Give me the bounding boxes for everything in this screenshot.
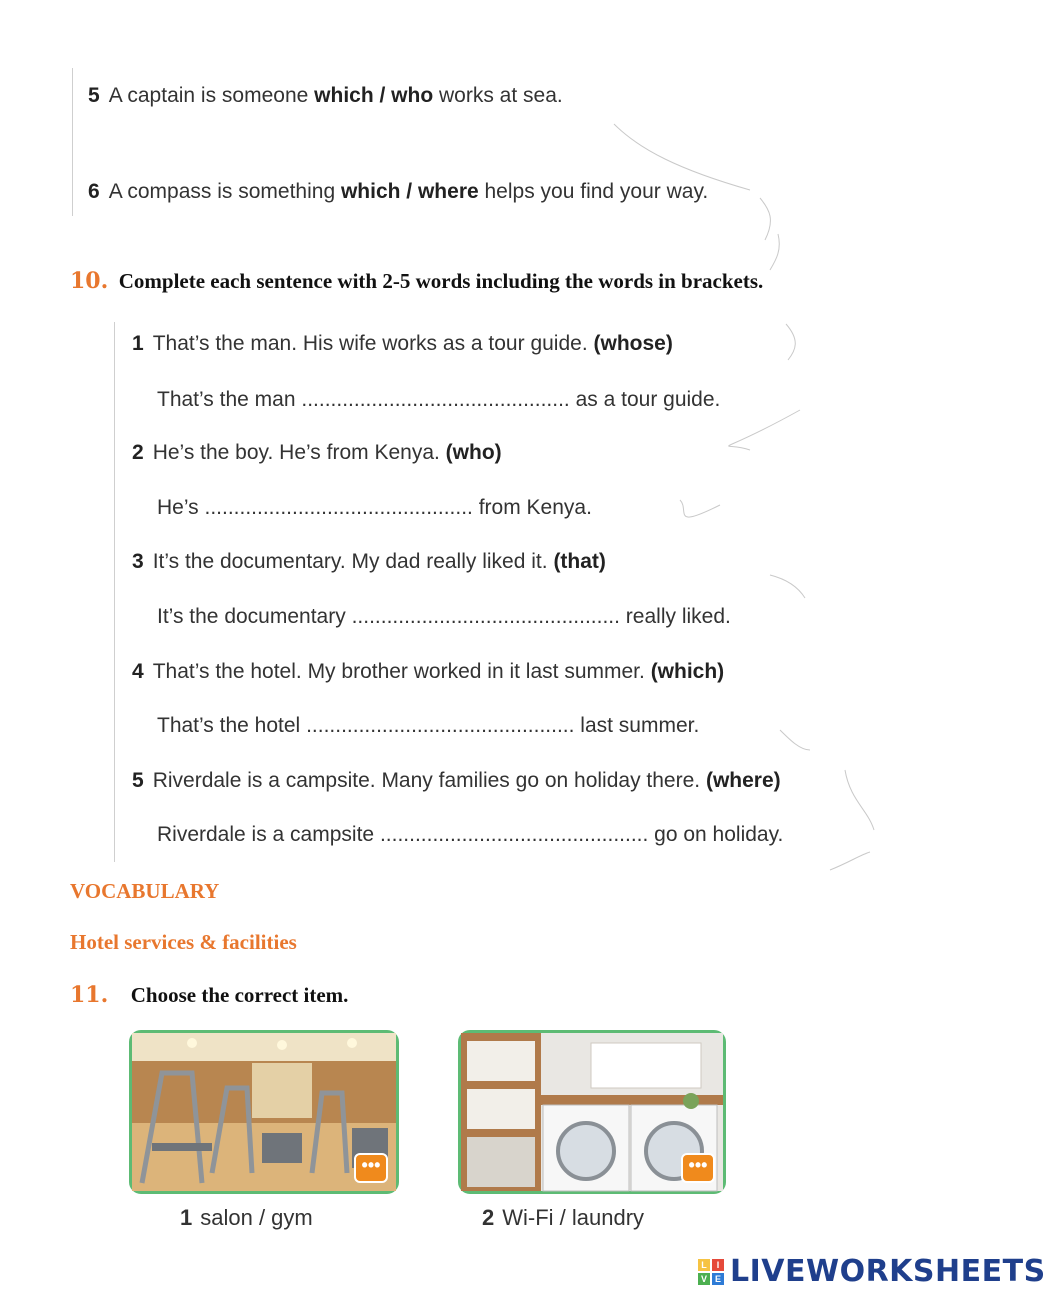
ex10-answer-4: That’s the hotel .............................................. last summer. [157, 714, 700, 737]
choice-options[interactable]: which / where [340, 180, 479, 203]
answer-blank[interactable]: .............................................. [306, 714, 575, 737]
laundry-photo [458, 1030, 726, 1194]
exercise-number: 11. [70, 982, 109, 1008]
item-number: 6 [88, 180, 100, 203]
ex10-answer-5: Riverdale is a campsite .............................................. go on holiday. [157, 823, 784, 846]
exercise-instruction: Complete each sentence with 2-5 words including the words in brackets. [118, 269, 764, 293]
ex9-item-6: 6 A compass is something which / where helps you find your way. [88, 180, 709, 203]
answer-blank[interactable]: .............................................. [301, 388, 570, 411]
ex10-prompt-1: 1 That’s the man. His wife works as a tour guide. (whose) [132, 332, 673, 355]
answer-blank[interactable]: .............................................. [351, 605, 620, 628]
choice-options[interactable]: salon / gym [200, 1205, 313, 1230]
ex10-heading [70, 268, 763, 294]
item-number: 5 [88, 84, 100, 107]
ex10-prompt-5: 5 Riverdale is a campsite. Many families go on holiday there. (where) [132, 769, 781, 792]
ex11-heading [70, 982, 348, 1008]
answer-blank[interactable]: .............................................. [379, 823, 649, 846]
ex11-caption-2: 2 Wi-Fi / laundry [482, 1205, 645, 1230]
more-options-button[interactable]: ••• [681, 1153, 715, 1183]
exercise-instruction: Choose the correct item. [130, 983, 349, 1007]
liveworksheets-logo [698, 1254, 1046, 1289]
ex10-answer-1: That’s the man .............................................. as a tour guide. [157, 388, 721, 411]
choice-options[interactable]: which / who [314, 84, 434, 107]
logo-icon: L I V E [698, 1259, 724, 1285]
gym-photo [129, 1030, 399, 1194]
ex10-prompt-2: 2 He’s the boy. He’s from Kenya. (who) [132, 441, 502, 464]
ex10-answer-2: He’s .............................................. from Kenya. [157, 496, 592, 519]
section-subheading: Hotel services & facilities [70, 930, 297, 954]
ex9-item-5: 5 A captain is someone which / who works at sea. [88, 84, 563, 107]
section-heading: VOCABULARY [70, 879, 220, 903]
exercise-number: 10. [70, 268, 109, 294]
ex10-answer-3: It’s the documentary .............................................. really liked. [157, 605, 731, 628]
brand-name: LIVEWORKSHEETS [730, 1254, 1046, 1289]
margin-line [72, 68, 73, 216]
ex10-prompt-4: 4 That’s the hotel. My brother worked in it last summer. (which) [132, 660, 725, 683]
more-options-button[interactable]: ••• [354, 1153, 388, 1183]
choice-options[interactable]: Wi-Fi / laundry [502, 1205, 645, 1230]
margin-line [114, 322, 115, 862]
ex11-caption-1: 1 salon / gym [180, 1205, 313, 1230]
torn-edge-decoration [600, 110, 900, 880]
answer-blank[interactable]: .............................................. [204, 496, 473, 519]
ex10-prompt-3: 3 It’s the documentary. My dad really liked it. (that) [132, 550, 606, 573]
